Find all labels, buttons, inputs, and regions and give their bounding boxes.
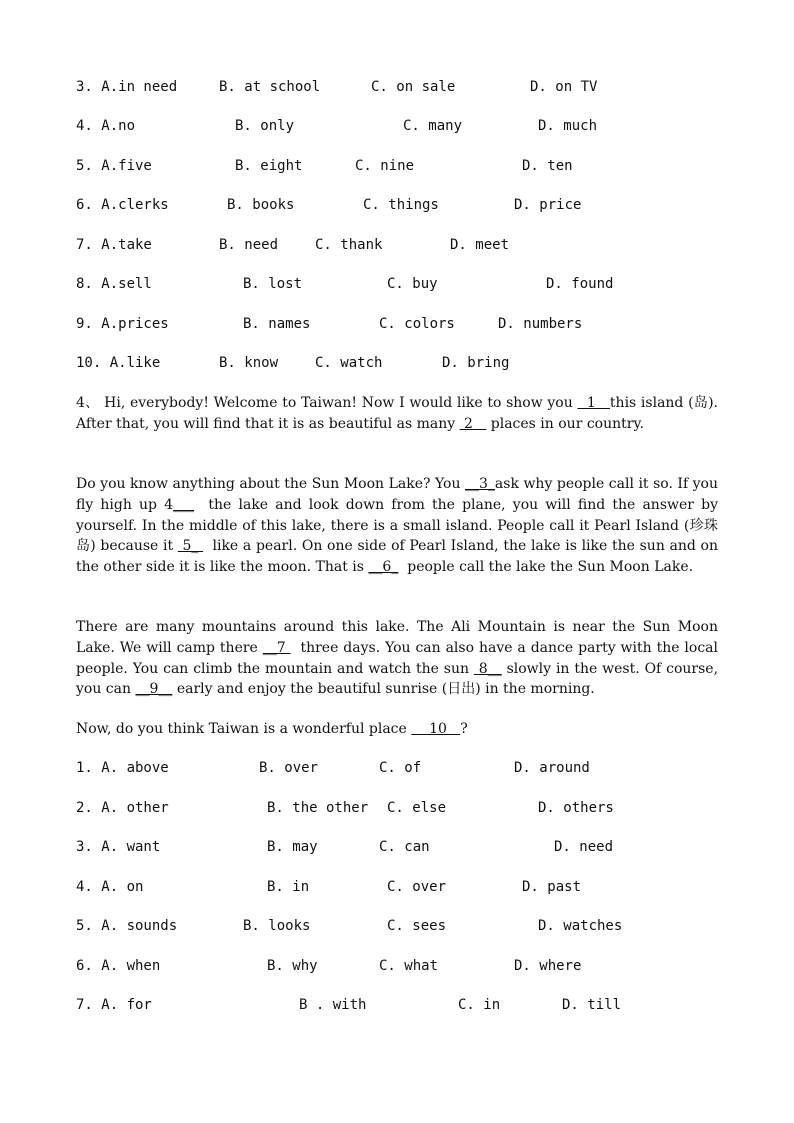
option-d: D. meet [450,237,510,253]
option-d: D. numbers [498,316,583,332]
question-number-option-a: 9. A.prices [76,316,169,332]
blank-3: __3_ [465,476,495,492]
passage-text: There are many mountains around this lake. The Ali Mountain is near the Sun Moon Lake. We will camp there [76,619,723,656]
passage-paragraph [76,719,718,740]
passage-text: Do you know anything about the Sun Moon Lake? You [76,476,465,492]
passage-paragraph [76,474,723,578]
option-d: D. bring [442,355,510,371]
option-b: B. at school [219,79,321,95]
blank-5: 5_ [177,538,204,555]
option-d: D. price [514,197,582,213]
passage-text: places in our country. [486,415,644,432]
passage-text: early and enjoy the beautiful sunrise (日出) in the morning. [172,681,595,698]
option-b: B. lost [243,276,303,292]
passage-text: 4、 Hi, everybody! Welcome to Taiwan! Now I would like to show you [76,395,578,411]
option-d: D. till [562,997,622,1013]
option-b: B. the other [267,800,369,816]
option-d: D. much [538,118,598,134]
option-c: C. over [387,879,447,895]
option-b: B. why [267,958,318,974]
option-b: B. know [219,355,279,371]
question-number-option-a: 8. A.sell [76,276,152,292]
question-number-option-a: 6. A. when [76,958,161,974]
passage-paragraph [76,393,723,435]
option-d: D. found [546,276,614,292]
passage-text: the lake and look down from the plane, you will find the answer by yourself. In the middle of this lake, there is a small island. People call it Pearl Island (珍珠岛) because it [76,496,723,555]
passage-text: three days. You can also have a dance party with the local people. You can climb the mountain and watch the sun [76,639,723,677]
option-c: C. can [379,839,430,855]
option-c: C. on sale [371,79,456,95]
question-number-option-a: 7. A.take [76,237,152,253]
question-number-option-a: 1. A. above [76,760,169,776]
option-d: D. watches [538,918,623,934]
question-number-option-a: 4. A. on [76,879,144,895]
option-d: D. ten [522,158,573,174]
option-b: B. in [267,879,310,895]
option-c: C. of [379,760,422,776]
option-c: C. colors [379,316,455,332]
option-b: B. over [259,760,319,776]
option-d: D. others [538,800,614,816]
passage-text: slowly in the west. Of course, you can [76,660,723,698]
option-b: B. only [235,118,295,134]
option-b: B . with [299,997,367,1013]
question-number-option-a: 5. A. sounds [76,918,178,934]
blank-10: 10 [411,721,461,737]
blank-6: __6_ [368,559,399,576]
option-c: C. things [363,197,439,213]
question-number-option-a: 4. A.no [76,118,136,134]
option-c: C. many [403,118,463,134]
option-c: C. what [379,958,439,974]
question-number-option-a: 3. A.in need [76,79,178,95]
blank-9: __9__ [135,681,173,698]
passage-text: ask why people call it so. If you fly high up 4 [76,476,723,513]
option-c: C. sees [387,918,447,934]
passage-text: people call the lake the Sun Moon Lake. [398,559,694,576]
question-number-option-a: 5. A.five [76,158,152,174]
passage-text: Now, do you think Taiwan is a wonderful place [76,721,412,737]
question-number-option-a: 2. A. other [76,800,169,816]
passage-text: this island (岛). After that, you will find that it is as beautiful as many [76,395,723,432]
question-number-option-a: 6. A.clerks [76,197,169,213]
option-b: B. looks [243,918,311,934]
option-d: D. where [514,958,582,974]
passage-text: ? [460,721,468,737]
option-b: B. names [243,316,311,332]
question-number-option-a: 10. A.like [76,355,161,371]
option-c: C. nine [355,158,415,174]
blank-8: 8__ [473,660,502,677]
option-d: D. around [514,760,590,776]
option-c: C. in [458,997,501,1013]
option-b: B. eight [235,158,303,174]
option-c: C. else [387,800,447,816]
passage-text: like a pearl. On one side of Pearl Island, the lake is like the sun and on the other side it is like the moon. That is [76,538,723,576]
option-b: B. may [267,839,318,855]
blank-2: 2 [459,415,487,432]
option-d: D. on TV [530,79,598,95]
question-number-option-a: 3. A. want [76,839,161,855]
option-c: C. buy [387,276,438,292]
question-number-option-a: 7. A. for [76,997,152,1013]
blank-1: 1 [577,395,610,411]
option-d: D. need [554,839,614,855]
option-d: D. past [522,879,582,895]
option-c: C. thank [315,237,383,253]
passage-paragraph [76,617,723,700]
option-b: B. books [227,197,295,213]
blank-7: __7 [262,639,291,656]
option-c: C. watch [315,355,383,371]
blank-4: ___ [173,496,195,513]
option-b: B. need [219,237,279,253]
